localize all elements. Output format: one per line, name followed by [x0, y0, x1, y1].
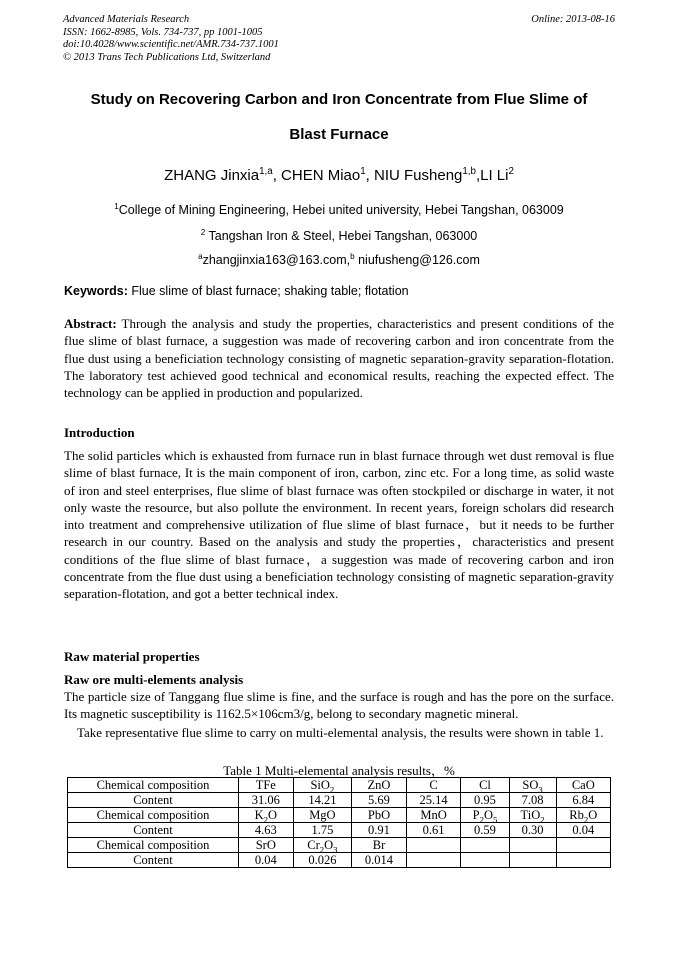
table-cell: $Cr_2O_3$	[293, 838, 352, 853]
author-emails: $^a$zhangjinxia163@163.com,$^b$ niufusheng@126.com	[198, 251, 480, 267]
raw-material-paragraph-1: The particle size of Tanggang flue slime is fine, and the surface is rough and has the pore on the surface. Its magnetic susceptibility is 1162.5×106cm3/g, belong to secondary magnetic mineral.	[64, 689, 614, 722]
table-cell: SrO	[239, 838, 294, 853]
table-cell: C	[406, 778, 461, 793]
table-cell: $Rb_2O$	[556, 808, 610, 823]
table-cell: 5.69	[352, 793, 407, 808]
abstract-label: Abstract:	[64, 316, 117, 331]
affiliation-1: $^1$College of Mining Engineering, Hebei united university, Hebei Tangshan, 063009	[114, 201, 564, 217]
table-row	[68, 793, 611, 808]
doi-line: doi:10.4028/www.scientific.net/AMR.734-737.1001	[63, 39, 279, 50]
table-1-caption: Table 1 Multi-elemental analysis results，%	[223, 763, 455, 778]
table-cell: 0.014	[352, 853, 407, 868]
abstract	[64, 315, 614, 401]
keywords-text: Flue slime of blast furnace; shaking table; flotation	[127, 284, 409, 298]
table-cell: 4.63	[239, 823, 294, 838]
abstract-text: Through the analysis and study the properties, characteristics and present conditions of the flue slime of blast furnace, a suggestion was made of recovering carbon and iron concentrate from the flue dust using a beneficiation technology consisting of magnetic separation-gravity separation-flotation. The laboratory test achieved good technical and economical results, reaching the expected effect. The technology can be applied in production and popularized.	[64, 316, 614, 401]
table-cell: 6.84	[556, 793, 610, 808]
section-heading-raw-material: Raw material properties	[64, 649, 200, 664]
author: ZHANG Jinxia$^{1,a}$,	[164, 166, 282, 184]
table-cell: 0.61	[406, 823, 461, 838]
table-cell: 14.21	[293, 793, 352, 808]
table-cell: Br	[352, 838, 407, 853]
table-cell	[509, 838, 556, 853]
author: LI Li$^2$	[480, 166, 514, 184]
table-row	[68, 838, 611, 853]
online-date: Online: 2013-08-16	[531, 14, 615, 25]
table-row	[68, 823, 611, 838]
table-cell	[556, 853, 610, 868]
keywords	[64, 284, 409, 298]
table-row-label: Chemical composition	[68, 808, 239, 823]
table-row-label: Chemical composition	[68, 838, 239, 853]
subsection-heading-multi-elements: Raw ore multi-elements analysis	[64, 672, 244, 687]
table-cell	[461, 853, 509, 868]
table-cell: MnO	[406, 808, 461, 823]
journal-header	[63, 14, 279, 64]
table-row	[68, 808, 611, 823]
introduction-text: The solid particles which is exhausted from furnace run in blast furnace through wet dust removal is flue slime of blast furnace, It is the main component of iron, carbon, zinc etc. For a long time, as solid waste of iron and steel enterprises, flue slime of blast furnace was often stockpiled or discharge in water, it not only waste the resource, but also pollute the environment. In recent years, foreign scholars did research into treatment and comprehensive utilization of flue slime of blast furnace，but it needs to be further research in our country. Based on the analysis and study the properties，characteristics and present conditions of the flue slime of blast furnace，a suggestion was made of recovering carbon and iron concentrate from the flue dust using a beneficiation technology consisting of magnetic separation-gravity separation-flotation, and got a better technical index.	[64, 448, 614, 602]
author: NIU Fusheng$^{1,b}$,	[374, 166, 481, 184]
paper-title-line-2: Blast Furnace	[289, 126, 389, 143]
table-cell: MgO	[293, 808, 352, 823]
keywords-label: Keywords:	[64, 284, 128, 298]
issn-line: ISSN: 1662-8985, Vols. 734-737, pp 1001-1005	[63, 26, 263, 38]
table-cell: ZnO	[352, 778, 407, 793]
table-cell: 0.91	[352, 823, 407, 838]
section-heading-introduction: Introduction	[64, 425, 135, 440]
raw-material-paragraph-2: Take representative flue slime to carry on multi-elemental analysis, the results were shown in table 1.	[77, 725, 604, 740]
table-cell: 0.026	[293, 853, 352, 868]
table-cell: PbO	[352, 808, 407, 823]
table-cell: $P_2O_5$	[461, 808, 509, 823]
table-cell: 25.14	[406, 793, 461, 808]
table-cell	[509, 853, 556, 868]
table-cell: 0.95	[461, 793, 509, 808]
table-cell: $SO_3$	[509, 778, 556, 793]
table-cell: CaO	[556, 778, 610, 793]
table-cell: TFe	[239, 778, 294, 793]
table-row-label: Chemical composition	[68, 778, 239, 793]
table-cell: 31.06	[239, 793, 294, 808]
journal-name: Advanced Materials Research	[63, 14, 190, 25]
table-cell: 0.30	[509, 823, 556, 838]
table-cell: 0.04	[556, 823, 610, 838]
table-cell: Cl	[461, 778, 509, 793]
author: CHEN Miao$^1$,	[281, 166, 374, 184]
table-cell	[556, 838, 610, 853]
table-cell	[406, 853, 461, 868]
table-row	[68, 778, 611, 793]
paper-title-line-1: Study on Recovering Carbon and Iron Concentrate from Flue Slime of	[90, 91, 588, 108]
affiliation-2: $^2$ Tangshan Iron & Steel, Hebei Tangshan, 063000	[200, 227, 478, 243]
table-cell	[406, 838, 461, 853]
table-cell: SiO$_2$	[293, 778, 352, 793]
table-row-label: Content	[68, 823, 239, 838]
table-cell: 1.75	[293, 823, 352, 838]
table-cell: TiO$_2$	[509, 808, 556, 823]
table-row-label: Content	[68, 853, 239, 868]
table-cell	[461, 838, 509, 853]
table-row-label: Content	[68, 793, 239, 808]
copyright-line: © 2013 Trans Tech Publications Ltd, Switzerland	[63, 51, 271, 63]
table-1	[67, 777, 611, 868]
table-cell: $K_2O$	[239, 808, 294, 823]
table-cell: 0.04	[239, 853, 294, 868]
table-cell: 7.08	[509, 793, 556, 808]
table-cell: 0.59	[461, 823, 509, 838]
table-row	[68, 853, 611, 868]
author-list	[40, 167, 638, 184]
